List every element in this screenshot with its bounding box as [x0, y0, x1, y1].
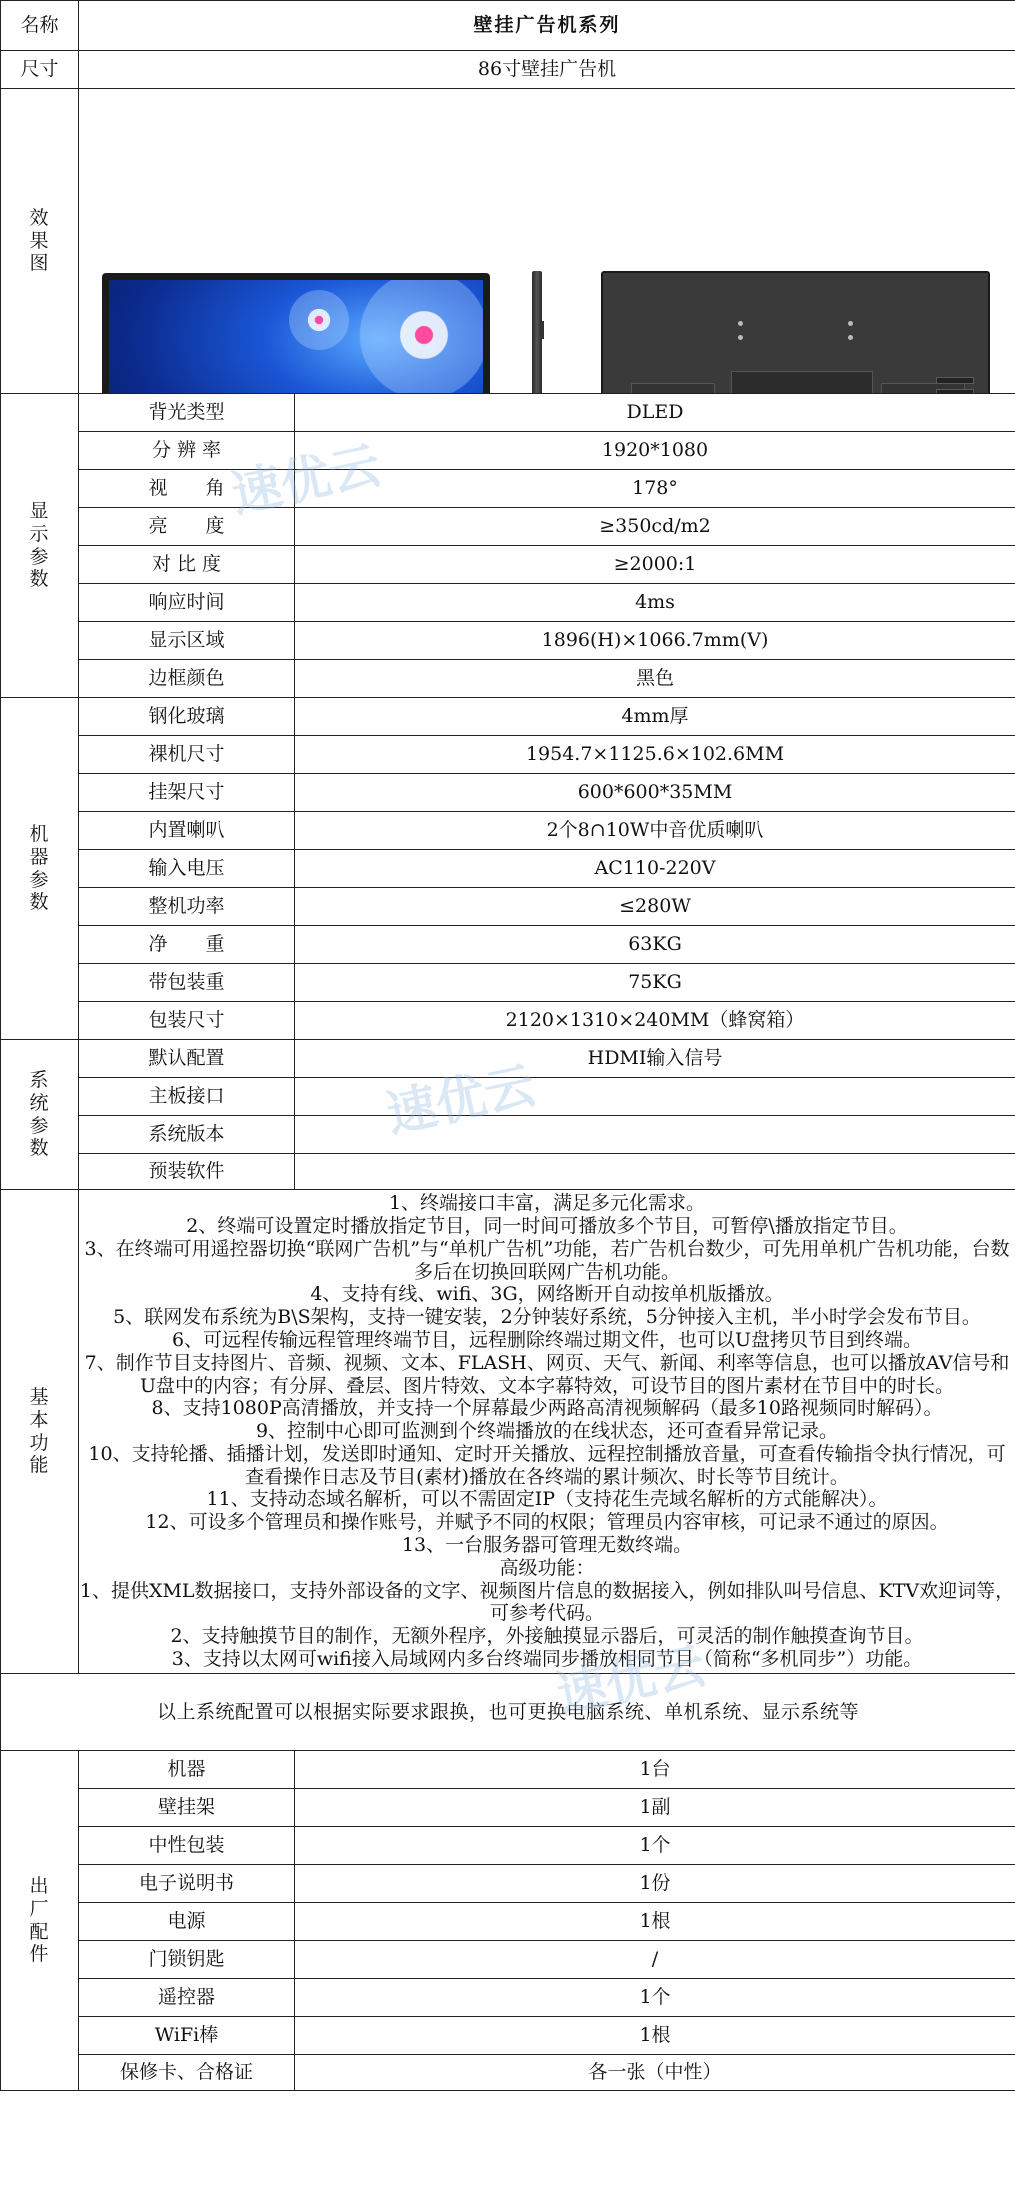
spec-label: 亮 度 [79, 508, 295, 546]
spec-row [1, 546, 1015, 584]
spec-label: 边框颜色 [79, 660, 295, 698]
spec-value: HDMI输入信号 [295, 1040, 1015, 1078]
spec-value: 1个 [295, 1979, 1015, 2017]
spec-row [1, 1040, 1015, 1078]
spec-label: 中性包装 [79, 1827, 295, 1865]
spec-value: 1896(H)×1066.7mm(V) [295, 622, 1015, 660]
feature-line: 12、可设多个管理员和操作账号，并赋予不同的权限；管理员内容审核，可记录不通过的原因。 [145, 1511, 949, 1534]
spec-row [1, 2055, 1015, 2091]
spec-label: 对 比 度 [79, 546, 295, 584]
spec-value [295, 1078, 1015, 1116]
spec-row [1, 508, 1015, 546]
spec-value: AC110-220V [295, 850, 1015, 888]
spec-value: 1台 [295, 1751, 1015, 1789]
spec-row [1, 2017, 1015, 2055]
spec-row [1, 1827, 1015, 1865]
spec-row [1, 1116, 1015, 1154]
spec-label: 内置喇叭 [79, 812, 295, 850]
feature-line: 2、终端可设置定时播放指定节目，同一时间可播放多个节目，可暂停\播放指定节目。 [186, 1214, 908, 1237]
spec-value: 1920*1080 [295, 432, 1015, 470]
spec-row [1, 1154, 1015, 1190]
spec-value: ≤280W [295, 888, 1015, 926]
spec-label: 背光类型 [79, 394, 295, 432]
feature-line: 11、支持动态域名解析，可以不需固定IP（支持花生壳域名解析的方式能解决）。 [206, 1488, 888, 1511]
spec-label: 裸机尺寸 [79, 736, 295, 774]
spec-label: 净 重 [79, 926, 295, 964]
spec-label: 钢化玻璃 [79, 698, 295, 736]
spec-label: WiFi棒 [79, 2017, 295, 2055]
spec-value: 600*600*35MM [295, 774, 1015, 812]
spec-row [1, 584, 1015, 622]
spec-label: 遥控器 [79, 1979, 295, 2017]
watermark: 速优云 [226, 435, 386, 524]
spec-row [1, 850, 1015, 888]
size-value: 86寸壁挂广告机 [79, 51, 1015, 89]
spec-value: 黑色 [295, 660, 1015, 698]
system-section [1, 1040, 1015, 1190]
spec-row [1, 774, 1015, 812]
spec-label: 默认配置 [79, 1040, 295, 1078]
feature-line: 1、终端接口丰富，满足多元化需求。 [388, 1192, 706, 1215]
spec-row [1, 432, 1015, 470]
spec-value: DLED [295, 394, 1015, 432]
page-title: 壁挂广告机系列 [79, 1, 1015, 51]
accessories-section-label: 出厂配件 [1, 1751, 79, 2091]
size-row [1, 51, 1015, 89]
spec-row [1, 1078, 1015, 1116]
spec-value: ≥350cd/m2 [295, 508, 1015, 546]
feature-line: 7、制作节目支持图片、音频、视频、文本、FLASH、网页、天气、新闻、利率等信息，也可以播放AV信号和U盘中的内容；有分屏、叠层、图片特效、文本字幕特效，可设节目的图片素材在节目中的时长。 [84, 1351, 1010, 1397]
spec-row [1, 622, 1015, 660]
spec-label: 整机功率 [79, 888, 295, 926]
spec-value: 2120×1310×240MM（蜂窝箱） [295, 1002, 1015, 1040]
feature-line: 1、提供XML数据接口，支持外部设备的文字、视频图片信息的数据接入，例如排队叫号信息、KTV欢迎词等，可参考代码。 [79, 1579, 1015, 1625]
spec-row [1, 1979, 1015, 2017]
front-view-image [102, 273, 490, 394]
feature-line: 6、可远程传输远程管理终端节目，远程删除终端过期文件，也可以U盘拷贝节目到终端。 [171, 1328, 923, 1351]
spec-value: 75KG [295, 964, 1015, 1002]
feature-line: 5、联网发布系统为B\S架构，支持一键安装，2分钟装好系统，5分钟接入主机，半小时学会发布节目。 [113, 1306, 981, 1329]
spec-label: 保修卡、合格证 [79, 2055, 295, 2091]
spec-value [295, 1116, 1015, 1154]
spec-row [1, 926, 1015, 964]
features-label: 基本功能 [1, 1190, 79, 1674]
spec-value: 178° [295, 470, 1015, 508]
spec-row [1, 470, 1015, 508]
spec-value: 2个8∩10W中音优质喇叭 [295, 812, 1015, 850]
spec-row [1, 1002, 1015, 1040]
feature-line: 3、在终端可用遥控器切换“联网广告机”与“单机广告机”功能，若广告机台数少，可先用单机广告机功能，台数多后在切换回联网广告机功能。 [84, 1237, 1010, 1283]
name-label: 名称 [1, 1, 79, 51]
product-images [79, 89, 1015, 394]
watermark: 速优云 [381, 1055, 541, 1144]
features-list [79, 1190, 1015, 1674]
system-section-label: 系统参数 [1, 1040, 79, 1190]
spec-label: 系统版本 [79, 1116, 295, 1154]
spec-value: 1个 [295, 1827, 1015, 1865]
spec-value: 1根 [295, 1903, 1015, 1941]
machine-section [1, 698, 1015, 1040]
spec-row [1, 660, 1015, 698]
spec-value: 4mm厚 [295, 698, 1015, 736]
spec-row [1, 394, 1015, 432]
spec-value [295, 1154, 1015, 1190]
spec-value: 4ms [295, 584, 1015, 622]
spec-label: 输入电压 [79, 850, 295, 888]
images-row [1, 89, 1015, 394]
spec-label: 视 角 [79, 470, 295, 508]
display-section [1, 394, 1015, 698]
spec-label: 机器 [79, 1751, 295, 1789]
spec-label: 壁挂架 [79, 1789, 295, 1827]
spec-value: / [295, 1941, 1015, 1979]
spec-value: 1根 [295, 2017, 1015, 2055]
spec-row [1, 1865, 1015, 1903]
images-label: 效果图 [1, 89, 79, 394]
display-section-label: 显示参数 [1, 394, 79, 698]
spec-row [1, 1789, 1015, 1827]
spec-row [1, 888, 1015, 926]
spec-label: 带包装重 [79, 964, 295, 1002]
side-view-image [532, 271, 542, 394]
spec-value: ≥2000:1 [295, 546, 1015, 584]
spec-value: 各一张（中性） [295, 2055, 1015, 2091]
config-note: 以上系统配置可以根据实际要求跟换，也可更换电脑系统、单机系统、显示系统等 [1, 1674, 1015, 1751]
spec-label: 电源 [79, 1903, 295, 1941]
feature-line: 9、控制中心即可监测到个终端播放的在线状态，还可查看异常记录。 [255, 1420, 839, 1443]
accessories-section [1, 1751, 1015, 2091]
spec-row [1, 1903, 1015, 1941]
feature-line: 高级功能： [499, 1556, 595, 1579]
spec-value: 1副 [295, 1789, 1015, 1827]
spec-label: 门锁钥匙 [79, 1941, 295, 1979]
spec-label: 响应时间 [79, 584, 295, 622]
spec-label: 挂架尺寸 [79, 774, 295, 812]
spec-value: 63KG [295, 926, 1015, 964]
spec-row [1, 698, 1015, 736]
spec-row [1, 1751, 1015, 1789]
spec-label: 包装尺寸 [79, 1002, 295, 1040]
back-view-image [601, 271, 990, 394]
spec-row [1, 736, 1015, 774]
spec-label: 预装软件 [79, 1154, 295, 1190]
spec-label: 显示区域 [79, 622, 295, 660]
feature-line: 10、支持轮播、插播计划，发送即时通知、定时开关播放、远程控制播放音量，可查看传输指令执行情况，可查看操作日志及节目(素材)播放在各终端的累计频次、时长等节目统计。 [88, 1442, 1006, 1488]
spec-label: 电子说明书 [79, 1865, 295, 1903]
spec-label: 分 辨 率 [79, 432, 295, 470]
machine-section-label: 机器参数 [1, 698, 79, 1040]
feature-line: 3、支持以太网可wifi接入局域网内多台终端同步播放相同节目（简称“多机同步”）功能。 [171, 1648, 923, 1671]
spec-row [1, 1941, 1015, 1979]
feature-line: 4、支持有线、wifi、3G，网络断开自动按单机版播放。 [310, 1283, 784, 1306]
spec-value: 1954.7×1125.6×102.6MM [295, 736, 1015, 774]
size-label: 尺寸 [1, 51, 79, 89]
title-row [1, 1, 1015, 51]
spec-label: 主板接口 [79, 1078, 295, 1116]
spec-value: 1份 [295, 1865, 1015, 1903]
feature-line: 2、支持触摸节目的制作，无额外程序，外接触摸显示器后，可灵活的制作触摸查询节目。 [170, 1625, 924, 1648]
feature-line: 8、支持1080P高清播放，并支持一个屏幕最少两路高清视频解码（最多10路视频同时解码）。 [151, 1397, 943, 1420]
spec-row [1, 964, 1015, 1002]
note-row [1, 1674, 1015, 1751]
feature-line: 13、一台服务器可管理无数终端。 [401, 1534, 693, 1557]
features-row [1, 1190, 1015, 1674]
watermark: 速优云 [551, 1635, 711, 1724]
spec-row [1, 812, 1015, 850]
